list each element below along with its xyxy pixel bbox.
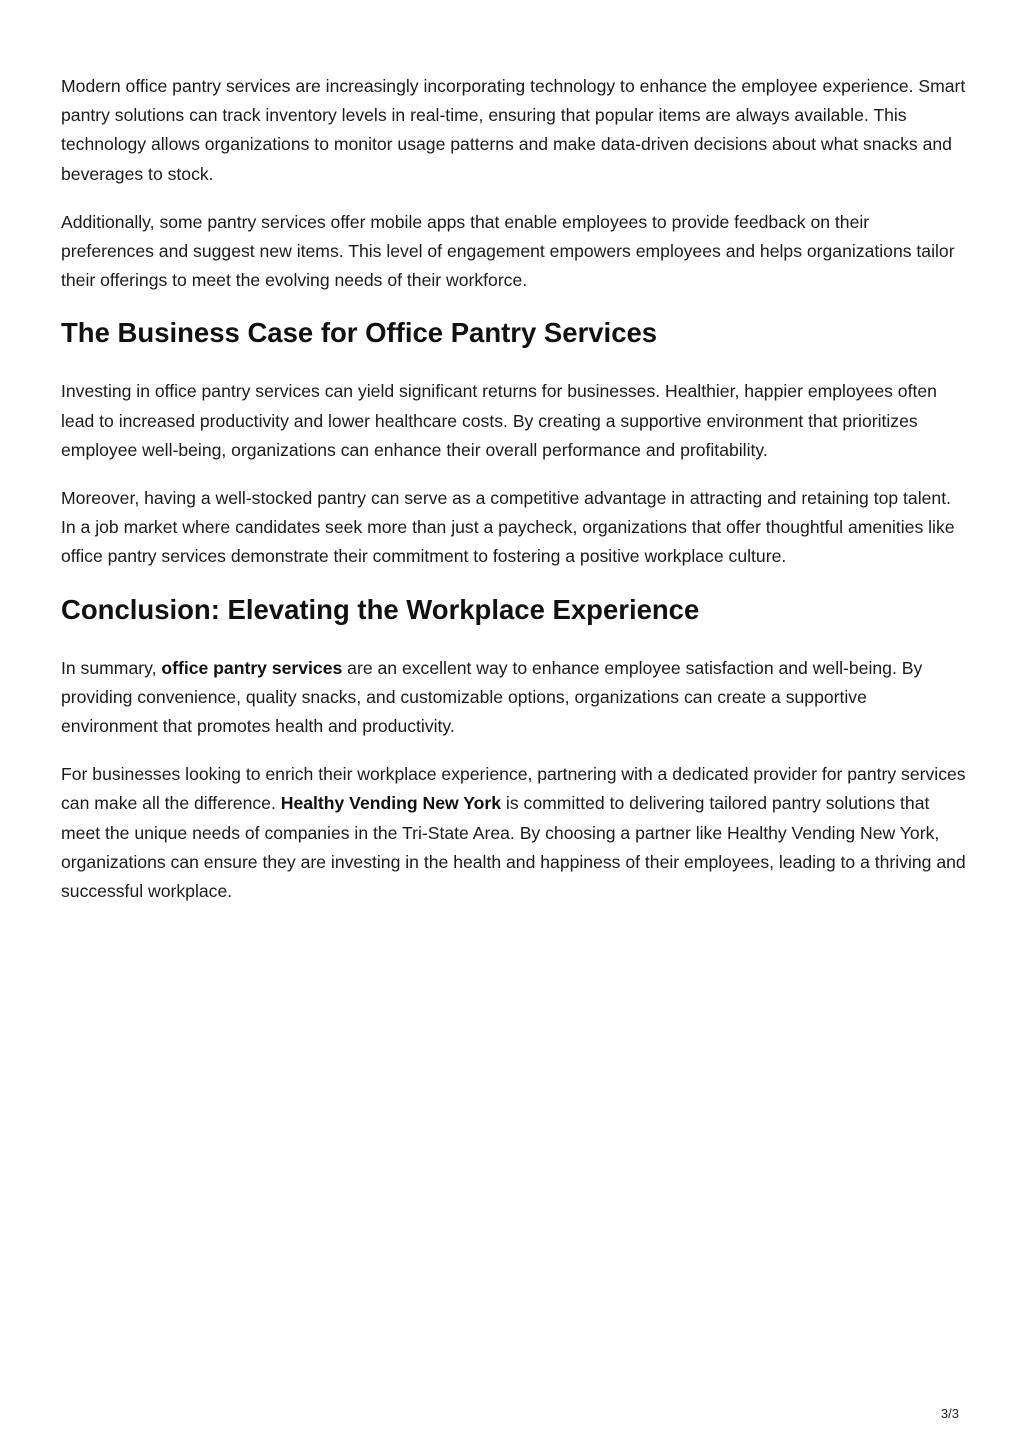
conclusion-paragraph-summary bbox=[61, 654, 966, 742]
business-case-paragraph-talent: Moreover, having a well-stocked pantry can serve as a competitive advantage in attracting and retaining top talent. In a job market where candidates seek more than just a paycheck, organizations that offer thoughtful amenities like office pantry services demonstrate their commitment to fostering a positive workplace culture. bbox=[61, 488, 955, 567]
summary-text-end: are an excellent way to enhance employee satisfaction and well-being. By providing convenience, quality snacks, and customizable options, organizations can create a supportive environment that promotes health and productivity. bbox=[61, 657, 923, 737]
conclusion-heading: Conclusion: Elevating the Workplace Experience bbox=[61, 593, 700, 625]
page-number: 3/3 bbox=[940, 1406, 959, 1421]
business-case-paragraph-returns: Investing in office pantry services can yield significant returns for businesses. Healthier, happier employees often lead to increased productivity and lower healthcare costs. By creating a supportive environment that prioritizes employee well-being, organizations can enhance their overall performance and profitability. bbox=[61, 381, 937, 460]
provider-bold-name: Healthy Vending New York bbox=[280, 793, 502, 814]
provider-text-start: For businesses looking to enrich their workplace experience, partnering with a dedicated provider for pantry services can make all the difference. bbox=[61, 764, 966, 814]
document-page bbox=[61, 72, 966, 925]
summary-bold-keyword: office pantry services bbox=[161, 657, 343, 678]
conclusion-paragraph-provider bbox=[61, 760, 966, 906]
summary-text-start: In summary, bbox=[61, 657, 162, 678]
intro-paragraph-technology: Modern office pantry services are increasingly incorporating technology to enhance the employee experience. Smart pantry solutions can track inventory levels in real-time, ensuring that popular items are always available. This technology allows organizations to monitor usage patterns and make data-driven decisions about what snacks and beverages to stock. bbox=[61, 76, 966, 184]
intro-paragraph-mobile-apps: Additionally, some pantry services offer mobile apps that enable employees to provide feedback on their preferences and suggest new items. This level of engagement empowers employees and helps organizations tailor their offerings to meet the evolving needs of their workforce. bbox=[61, 211, 955, 291]
provider-text-end: is committed to delivering tailored pantry solutions that meet the unique needs of companies in the Tri-State Area. By choosing a partner like Healthy Vending New York, organizations can ensure they are investing in the health and happiness of their employees, leading to a thriving and successful workplace. bbox=[61, 793, 966, 902]
business-case-heading: The Business Case for Office Pantry Services bbox=[61, 317, 658, 349]
